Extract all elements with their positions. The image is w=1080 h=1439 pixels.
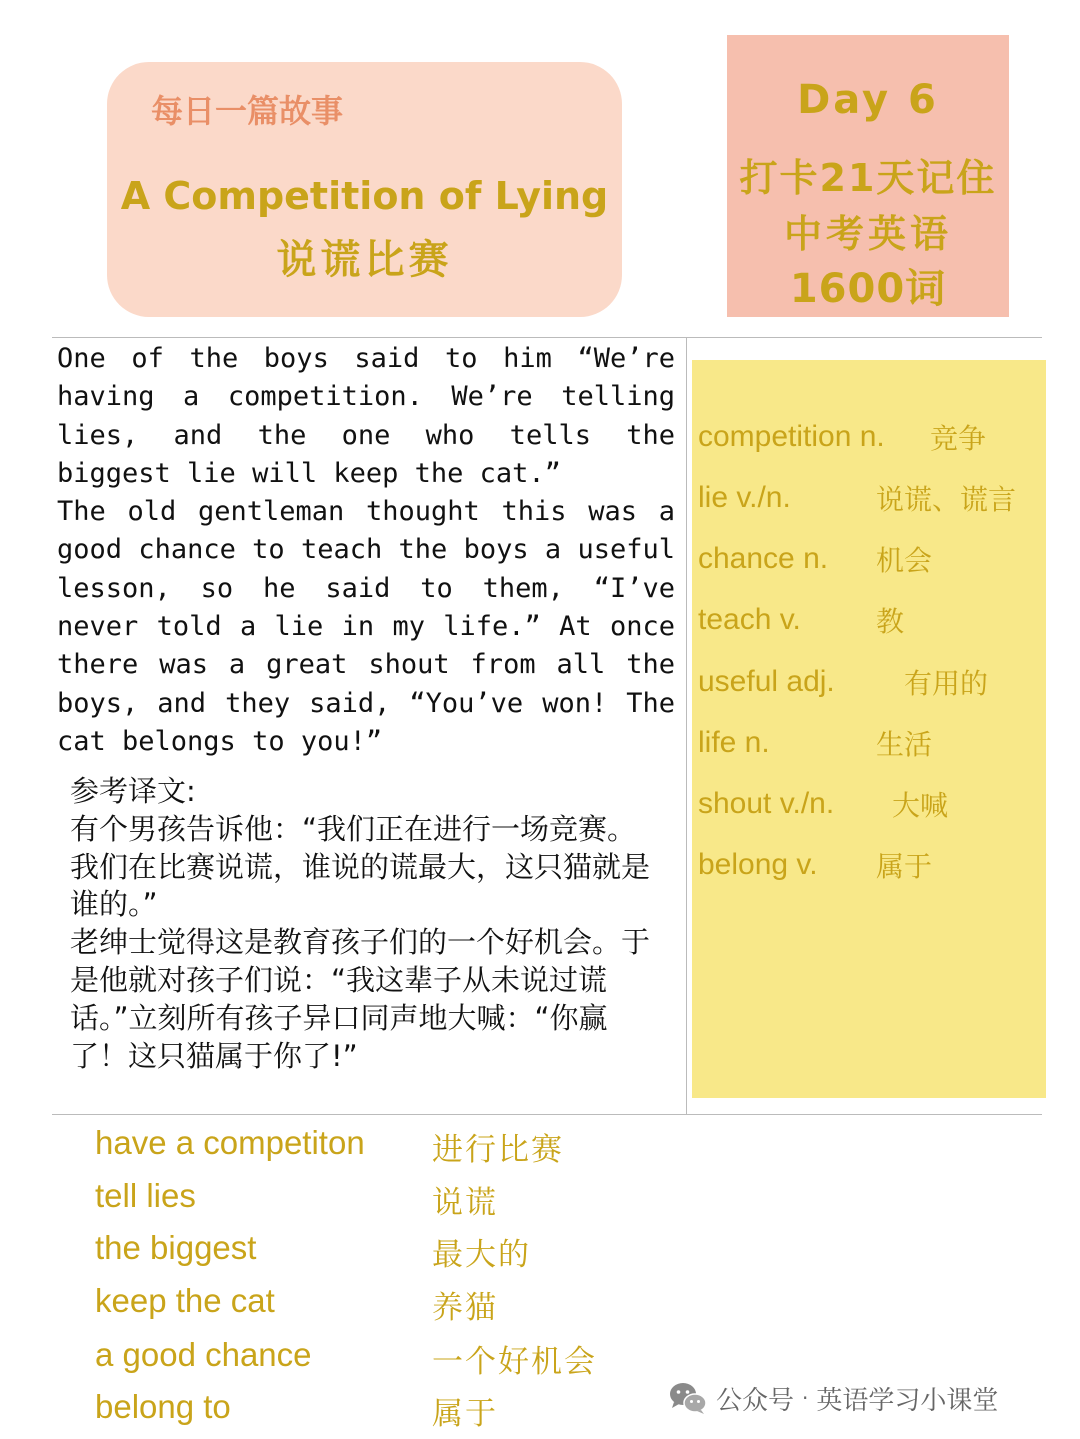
vocab-meaning: 机会: [876, 544, 933, 577]
vocab-meaning: 说谎、谎言: [876, 483, 1017, 516]
vocab-item: [698, 779, 1042, 829]
vocab-word: life n.: [698, 726, 770, 759]
phrase-chinese: 养猫: [432, 1290, 498, 1326]
translation-paragraph: 老绅士觉得这是教育孩子们的一个好机会。于是他就对孩子们说：“我这辈子从未说过谎话。”立刻所有孩子异口同声地大喊：“你赢了！这只猫属于你了!”: [70, 925, 651, 1073]
account-watermark: [668, 1376, 998, 1420]
story-translation: [70, 773, 660, 1075]
day-number: Day 6: [797, 77, 939, 123]
account-name: 英语学习小课堂: [816, 1385, 999, 1416]
story-english: [57, 340, 675, 761]
vocab-item: [698, 840, 1042, 890]
vocab-item: [698, 718, 1042, 768]
vocabulary-box: [692, 360, 1046, 1098]
translation-label: 参考译文:: [70, 774, 196, 808]
checkin-line: 打卡21天记住: [739, 156, 997, 200]
account-label: 公众号: [716, 1385, 795, 1416]
vocab-meaning: 大喊: [892, 789, 949, 822]
phrase-item: [95, 1336, 655, 1386]
phrase-chinese: 一个好机会: [432, 1344, 597, 1380]
phrase-chinese: 进行比赛: [432, 1132, 564, 1168]
vocab-meaning: 有用的: [904, 667, 989, 700]
phrase-item: [95, 1282, 655, 1332]
vocab-word: teach v.: [698, 603, 801, 636]
vocab-item: [698, 473, 1042, 523]
vocab-item: [698, 657, 1042, 707]
exam-line: 中考英语: [783, 212, 952, 256]
phrase-english: the biggest: [95, 1229, 257, 1266]
phrase-english: belong to: [95, 1388, 231, 1425]
vocab-meaning: 生活: [876, 728, 933, 761]
phrase-chinese: 最大的: [432, 1237, 531, 1273]
phrase-chinese: 说谎: [432, 1185, 498, 1221]
divider-top: [52, 337, 1042, 338]
vocab-word: shout v./n.: [698, 787, 835, 820]
wechat-icon: [668, 1380, 708, 1416]
vocab-meaning: 教: [876, 605, 905, 638]
daily-story-label: 每日一篇故事: [151, 92, 344, 130]
vocab-word: lie v./n.: [698, 481, 791, 514]
word-count-line: 1600词: [789, 266, 947, 312]
story-title-english: A Competition of Lying: [120, 174, 609, 218]
phrase-item: [95, 1229, 655, 1279]
vocab-word: useful adj.: [698, 665, 835, 698]
vocab-word: chance n.: [698, 542, 829, 575]
divider-vertical: [686, 337, 687, 1115]
vocab-word: belong v.: [698, 848, 818, 881]
phrase-english: a good chance: [95, 1336, 312, 1373]
divider-bottom: [52, 1114, 1042, 1115]
vocab-item: [698, 534, 1042, 584]
translation-paragraph: 有个男孩告诉他：“我们正在进行一场竞赛。我们在比赛说谎，谁说的谎最大，这只猫就是谁的。”: [70, 811, 651, 922]
story-paragraph: The old gentleman thought this was a good chance to teach the boys a useful lesson, so he said to them, “I’ve never told a lie in my life.” At once there was a great shout from all the boys, and they said, “You’ve won! The cat belongs to you!”: [57, 496, 675, 757]
vocab-word: competition n.: [698, 420, 885, 453]
account-separator: ·: [802, 1386, 809, 1410]
day-card: [727, 35, 1009, 317]
phrase-english: have a competiton: [95, 1124, 365, 1161]
vocab-item: [698, 412, 1042, 462]
phrase-item: [95, 1177, 655, 1227]
vocab-meaning: 竞争: [930, 422, 987, 455]
phrase-english: keep the cat: [95, 1282, 275, 1319]
story-paragraph: One of the boys said to him “We’re having a competition. We’re telling lies, and the one who tells the biggest lie will keep the cat.”: [57, 343, 675, 489]
phrase-english: tell lies: [95, 1177, 196, 1214]
vocab-meaning: 属于: [876, 850, 933, 883]
phrase-item: [95, 1388, 655, 1438]
vocab-item: [698, 595, 1042, 645]
phrase-chinese: 属于: [432, 1396, 498, 1432]
phrase-item: [95, 1124, 655, 1174]
story-header-card: [107, 62, 622, 317]
story-title-chinese: 说谎比赛: [276, 237, 453, 283]
